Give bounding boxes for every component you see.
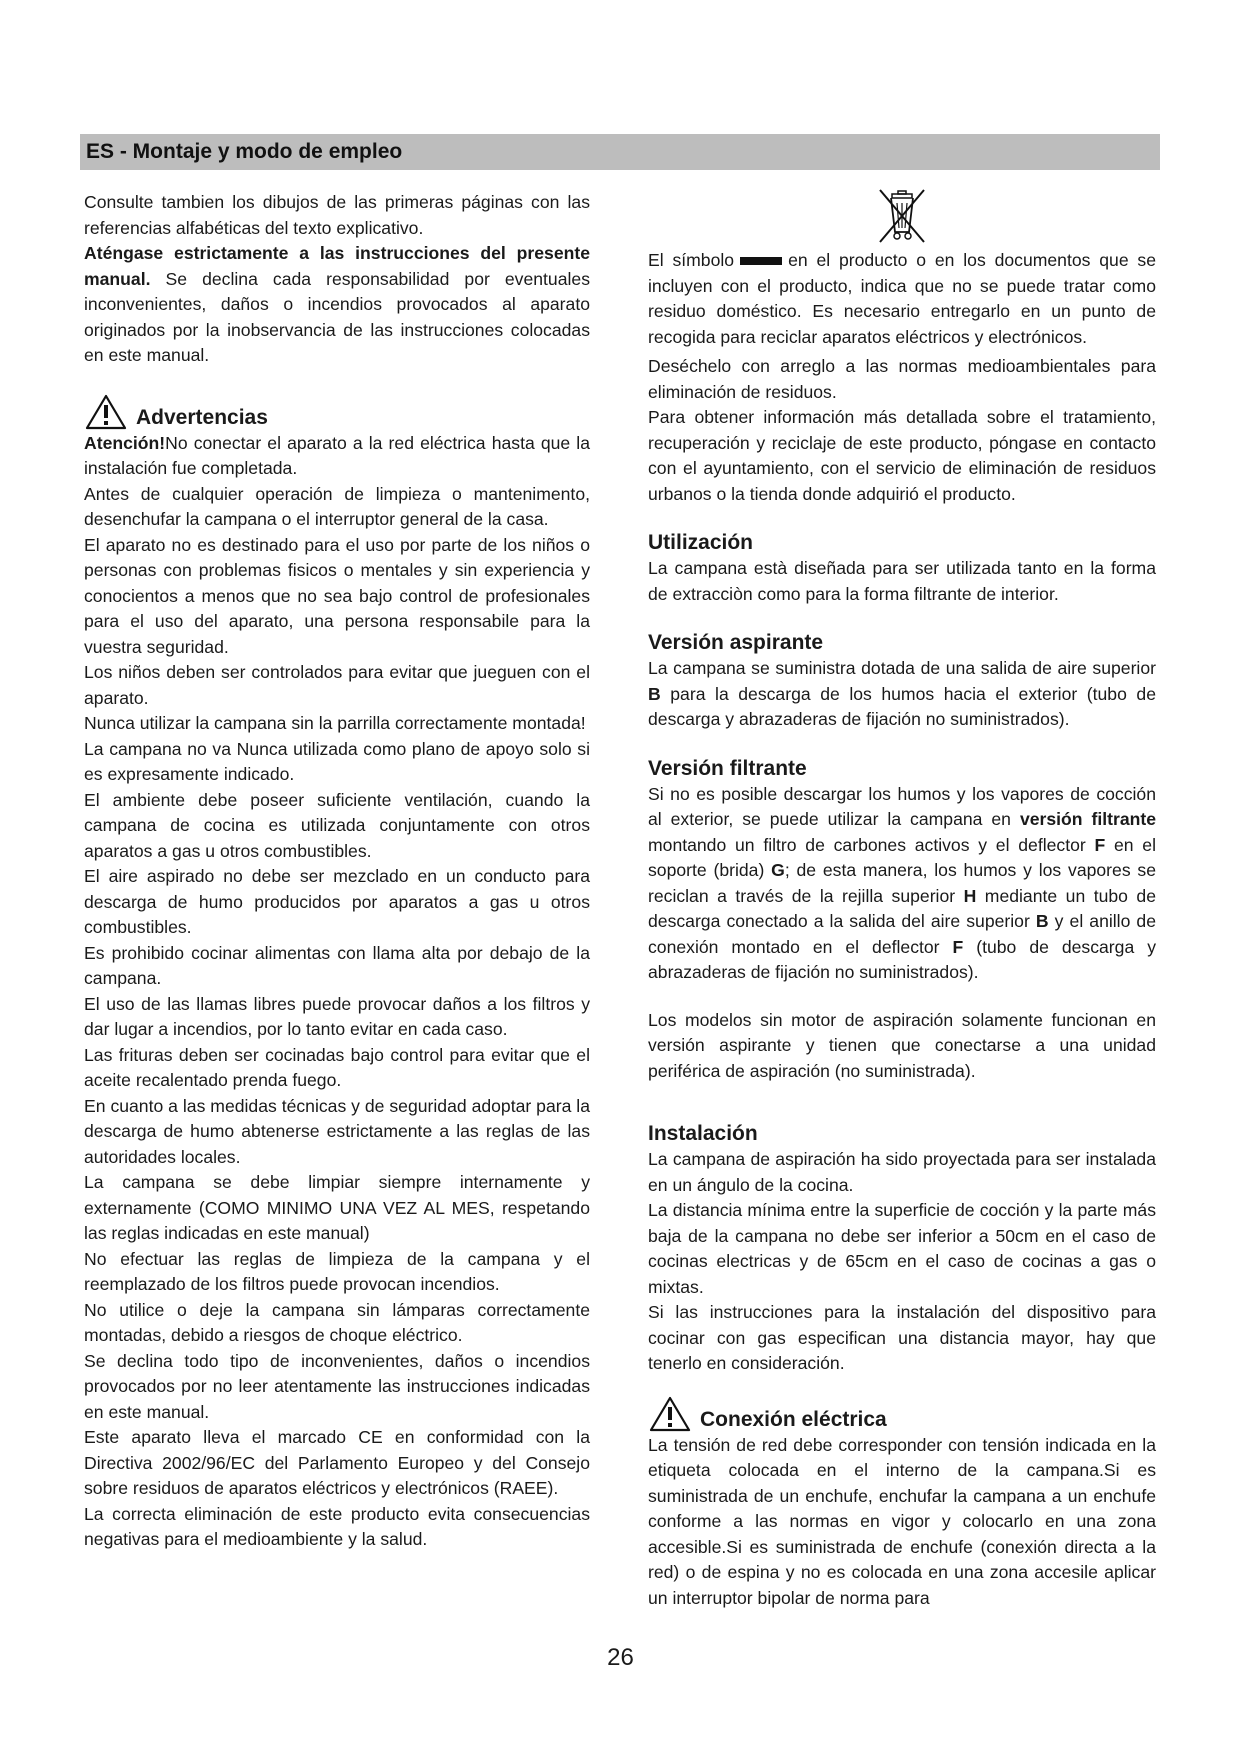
installation-paragraph: La distancia mínima entre la superficie de cocción y la parte más baja de la campana no debe ser inferior a 50cm en el caso de cocinas electricas y de 65cm en el caso de cocinas a gas o mixtas. xyxy=(648,1200,1156,1297)
installation-title: Instalación xyxy=(648,1122,758,1145)
electrical-heading xyxy=(648,1393,1156,1433)
warning-paragraph: Nunca utilizar la campana sin la parrilla correctamente montada! xyxy=(84,713,586,733)
attention-bold-text: Atención! xyxy=(84,432,166,453)
bold-letter: H xyxy=(963,885,977,906)
warning-paragraph: La correcta eliminación de este producto evita consecuencias negativas para el medioambiente y la salud. xyxy=(84,1503,590,1549)
warning-paragraph: Es prohibido cocinar alimentas con llama alta por debajo de la campana. xyxy=(84,942,590,988)
warning-paragraph: No efectuar las reglas de limpieza de la campana y el reemplazado de los filtros puede provocan incendios. xyxy=(84,1248,590,1294)
electrical-connection-title: Conexión eléctrica xyxy=(700,1407,887,1431)
more-info-paragraph: Para obtener información más detallada sobre el tratamiento, recuperación y reciclaje de este producto, póngase en contacto con el ayuntamiento, con el servicio de eliminación de residuos urbanos o la tienda donde adquirió el producto. xyxy=(648,407,1156,504)
warning-paragraph: Las frituras deben ser cocinadas bajo control para evitar que el aceite recalentado prenda fuego. xyxy=(84,1044,590,1090)
attention-rest-text: No conectar el aparato a la red eléctrica hasta que la instalación fue completada. xyxy=(84,432,590,478)
electrical-connection-paragraph: La tensión de red debe corresponder con tensión indicada en la etiqueta colocada en el interno de la campana.Si es suministrada de un enchufe, enchufar la campana a un enchufe conforme a las normas en vigor y colocarlo en una zona accesible.Si es suministrada de enchufe (conexión directa a la red) o de espina y no es colocada en una zona accesile aplicar un interruptor bipolar de norma para xyxy=(648,1434,1156,1608)
warning-paragraph: El aparato no es destinado para el uso por parte de los niños o personas con problemas fisicos o mentales y sin experiencia y conocientos a menos que no sea bajo control de profesionales para el uso del aparato, una persona responsabile para la vuestra seguridad. xyxy=(84,534,590,657)
bold-letter: B xyxy=(1035,911,1049,931)
dispose-paragraph: Deséchelo con arreglo a las normas medioambientales para eliminación de residuos. xyxy=(648,356,1156,402)
installation-paragraph: La campana de aspiración ha sido proyectada para ser instalada en un ángulo de la cocina. xyxy=(648,1149,1156,1195)
text-run: (tubo de descarga y abrazaderas de fijación no suministrados). xyxy=(648,936,1157,982)
crossed-bin-icon xyxy=(874,186,930,246)
warnings-title: Advertencias xyxy=(136,405,268,429)
text-run: La campana se suministra dotada de una salida de aire superior xyxy=(648,658,1156,678)
text-run: ; de esta manera, los humos y los vapores se reciclan a través de la rejilla superior xyxy=(648,860,1156,906)
weee-paragraph xyxy=(648,248,1156,350)
warning-paragraph: La campana no va Nunca utilizada como plano de apoyo solo si es expresamente indicado. xyxy=(84,738,590,784)
no-motor-paragraph: Los modelos sin motor de aspiración solamente funcionan en versión aspirante y tienen que conectarse a una unidad periférica de aspiración (no suministrada). xyxy=(648,1009,1156,1081)
utilization-title: Utilización xyxy=(648,531,754,554)
text-run: Si no es posible descargar los humos y los vapores de cocción al exterior, se puede utilizar la campana en xyxy=(648,783,1156,829)
warnings-heading xyxy=(84,391,590,431)
left-column xyxy=(84,190,590,1553)
bold-letter: F xyxy=(1094,834,1106,855)
symbol-pre-text: El símbolo xyxy=(648,250,735,270)
bold-letter: B xyxy=(648,683,661,704)
aspirating-version-paragraph xyxy=(648,656,1156,733)
aspirating-version-title: Versión aspirante xyxy=(648,631,824,654)
installation-paragraph: Si las instrucciones para la instalación del dispositivo para cocinar con gas especifican una distancia mayor, hay que tenerlo en consideración. xyxy=(648,1302,1156,1373)
warning-paragraph: No utilice o deje la campana sin lámparas correctamente montadas, debido a riesgos de choque eléctrico. xyxy=(84,1299,590,1345)
utilization-paragraph: La campana està diseñada para ser utilizada tanto en la forma de extracciòn como para la forma filtrante de interior. xyxy=(648,558,1156,604)
attention-paragraph xyxy=(84,431,590,482)
filtering-version-title: Versión filtrante xyxy=(648,756,807,780)
black-bar-icon xyxy=(740,257,782,265)
warning-paragraph: El uso de las llamas libres puede provocar daños a los filtros y dar lugar a incendios, por lo tanto evitar en cada caso. xyxy=(84,993,590,1039)
text-run: y el anillo de conexión montado en el deflector xyxy=(648,911,1156,957)
text-run: mediante un tubo de descarga conectado a la salida del aire superior xyxy=(648,885,1156,931)
warning-paragraph: Se declina todo tipo de inconvenientes, daños o incendios provocados por no leer atentamente las instrucciones indicadas en este manual. xyxy=(84,1350,590,1422)
warning-triangle-icon xyxy=(84,393,128,431)
warning-paragraph: El ambiente debe poseer suficiente ventilación, cuando la campana de cocina es utilizada conjuntamente con otros aparatos a gas u otros combustibles. xyxy=(84,789,590,861)
filtering-version-paragraph xyxy=(648,782,1156,986)
text-run: montando un filtro de carbones activos y el deflector xyxy=(648,834,1095,855)
symbol-post-text: en el producto o en los documentos que se incluyen con el producto, indica que no se puede tratar como residuo doméstico. Es necesario entregarlo en un punto de recogida para reciclar aparatos eléctricos y electrónicos. xyxy=(648,250,1156,347)
warning-paragraph: Antes de cualquier operación de limpieza o mantenimento, desenchufar la campana o el interruptor general de la casa. xyxy=(84,483,590,529)
right-column xyxy=(648,186,1156,1611)
warning-paragraph: Los niños deben ser controlados para evitar que jueguen con el aparato. xyxy=(84,662,590,708)
text-run: en el soporte (brida) xyxy=(648,834,1156,880)
bold-letter: F xyxy=(952,936,964,957)
bold-letter: G xyxy=(771,860,785,880)
text-run: para la descarga de los humos hacia el exterior (tubo de descarga y abrazaderas de fijación no suministrados). xyxy=(648,683,1156,729)
warning-paragraph: La campana se debe limpiar siempre internamente y externamente (COMO MINIMO UNA VEZ AL MES, respetando las reglas indicadas en este manual) xyxy=(84,1172,590,1243)
intro-rest-text: Se declina cada responsabilidad por eventuales inconvenientes, daños o incendios provocados al aparato originados por la inobservancia de las instrucciones colocadas en este manual. xyxy=(84,268,590,365)
warning-paragraph: Este aparato lleva el marcado CE en conformidad con la Directiva 2002/96/EC del Parlamento Europeo y del Consejo sobre residuos de aparatos eléctricos y electrónicos (RAEE). xyxy=(84,1427,590,1498)
section-header-bar xyxy=(80,134,1160,170)
warning-paragraph: El aire aspirado no debe ser mezclado en un conducto para descarga de humo producidos por aparatos a gas u otros combustibles. xyxy=(84,866,590,937)
section-title: ES - Montaje y modo de empleo xyxy=(86,140,403,163)
intro-bold-text: Aténgase estrictamente a las instrucciones del presente manual. xyxy=(84,243,590,289)
bold-text: versión filtrante xyxy=(1019,809,1156,829)
intro-warning-paragraph xyxy=(84,241,590,369)
warning-triangle-icon xyxy=(648,1395,692,1433)
warning-paragraph: En cuanto a las medidas técnicas y de seguridad adoptar para la descarga de humo abtenerse estrictamente a las reglas de las autoridades locales. xyxy=(84,1095,590,1167)
page-number: 26 xyxy=(607,1644,634,1671)
weee-symbol-wrap xyxy=(648,186,1156,246)
intro-paragraph: Consulte tambien los dibujos de las primeras páginas con las referencias alfabéticas del texto explicativo. xyxy=(84,192,590,238)
